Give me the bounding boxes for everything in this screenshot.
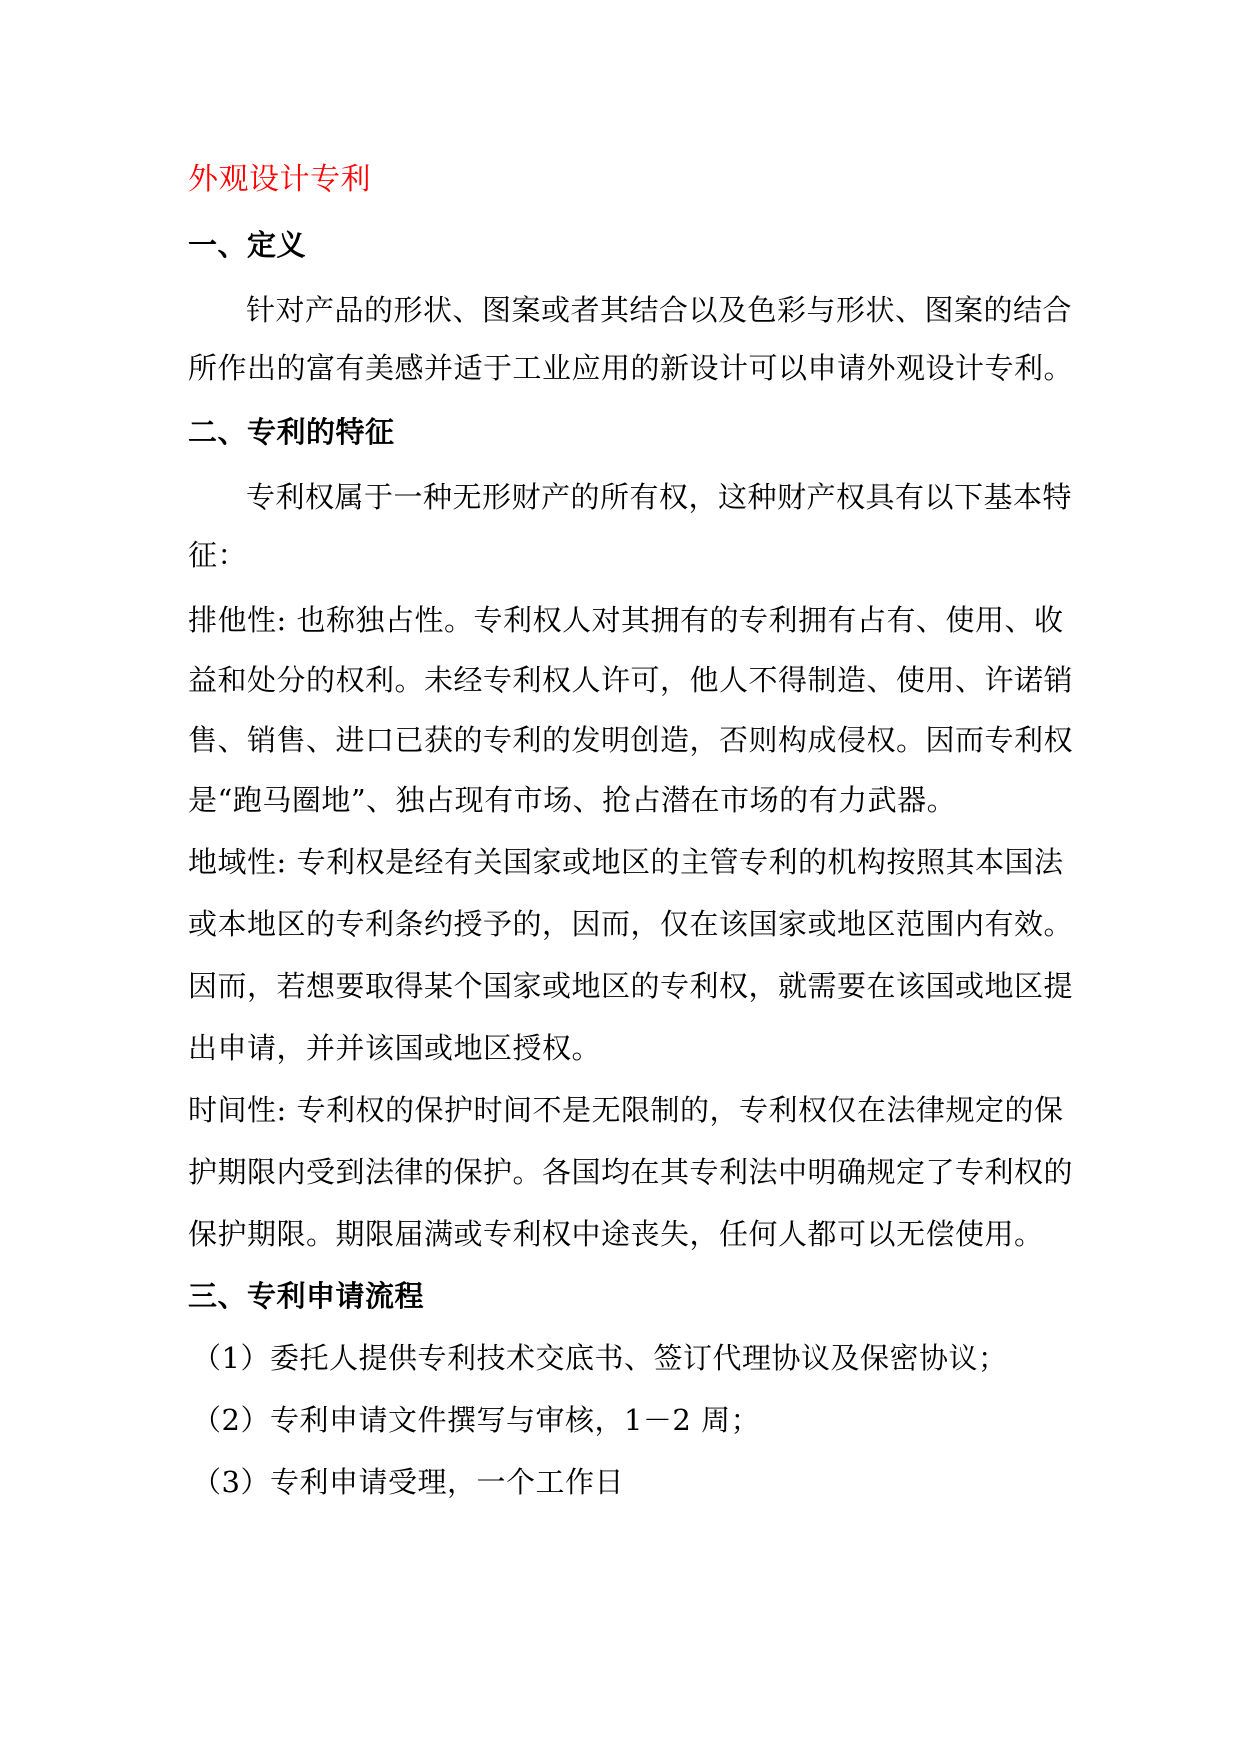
section-heading-process: 三、专利申请流程 [188, 1279, 425, 1313]
paragraph-line: 征： [188, 538, 248, 572]
paragraph-line: 因而，若想要取得某个国家或地区的专利权，就需要在该国或地区提 [188, 969, 1074, 1003]
section-heading-features: 二、专利的特征 [188, 415, 395, 449]
paragraph-line: 护期限内受到法律的保护。各国均在其专利法中明确规定了专利权的 [188, 1155, 1074, 1189]
paragraph-line: 排他性: 也称独占性。专利权人对其拥有的专利拥有占有、使用、收 [188, 603, 1064, 637]
paragraph-line: 是“跑马圈地”、独占现有市场、抢占潜在市场的有力武器。 [188, 783, 957, 817]
paragraph-line: 时间性: 专利权的保护时间不是无限制的，专利权仅在法律规定的保 [188, 1093, 1064, 1127]
paragraph-line: 出申请，并并该国或地区授权。 [188, 1031, 602, 1065]
list-item: （3）专利申请受理，一个工作日 [192, 1465, 624, 1499]
paragraph-line: 益和处分的权利。未经专利权人许可，他人不得制造、使用、许诺销 [188, 663, 1074, 697]
paragraph-line: 专利权属于一种无形财产的所有权，这种财产权具有以下基本特 [246, 480, 1073, 514]
list-item: （1）委托人提供专利技术交底书、签订代理协议及保密协议； [192, 1341, 1008, 1375]
list-item: （2）专利申请文件撰写与审核，1－2 周； [192, 1403, 761, 1437]
paragraph-line: 或本地区的专利条约授予的，因而，仅在该国家或地区范围内有效。 [188, 907, 1074, 941]
paragraph-line: 针对产品的形状、图案或者其结合以及色彩与形状、图案的结合 [246, 293, 1073, 327]
document-title: 外观设计专利 [188, 162, 371, 197]
paragraph-line: 保护期限。期限届满或专利权中途丧失，任何人都可以无偿使用。 [188, 1217, 1044, 1251]
paragraph-line: 地域性: 专利权是经有关国家或地区的主管专利的机构按照其本国法 [188, 845, 1064, 879]
paragraph-line: 所作出的富有美感并适于工业应用的新设计可以申请外观设计专利。 [188, 351, 1074, 385]
section-heading-definition: 一、定义 [188, 228, 307, 262]
paragraph-line: 售、销售、进口已获的专利的发明创造，否则构成侵权。因而专利权 [188, 723, 1074, 757]
